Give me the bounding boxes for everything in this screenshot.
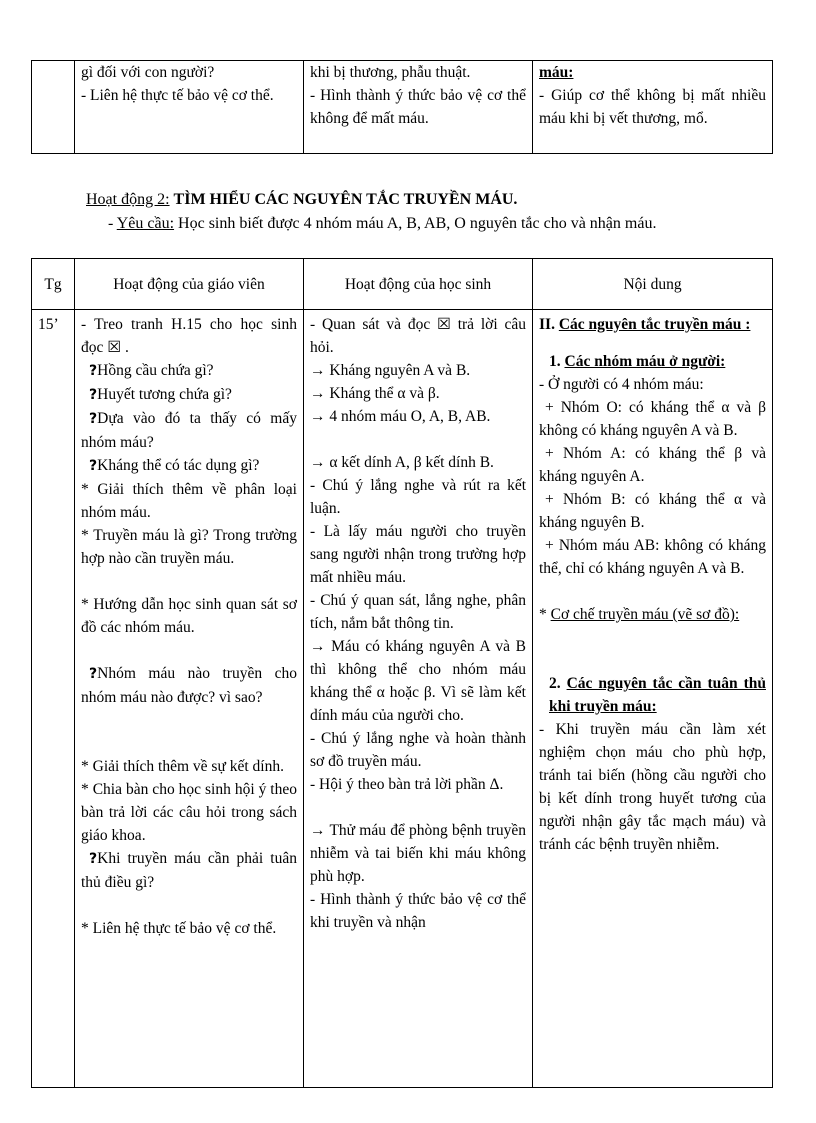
- text-line: → 4 nhóm máu O, A, B, AB.: [310, 408, 491, 425]
- time-cell: [32, 61, 75, 154]
- subheading-number: 1.: [549, 353, 561, 370]
- subheading-2: [539, 672, 766, 718]
- student-cell: [304, 61, 533, 154]
- text-line: + Nhóm O: có kháng thể α và β không có kháng nguyên A và B.: [539, 399, 766, 439]
- text-line: → α kết dính A, β kết dính B.: [310, 454, 494, 471]
- text-line: * Chia bàn cho học sinh hội ý theo bàn trả lời các câu hỏi trong sách giáo khoa.: [81, 781, 297, 844]
- text-line: - Ở người có 4 nhóm máu:: [539, 376, 704, 393]
- text-line: * Liên hệ thực tế bảo vệ cơ thể.: [81, 920, 277, 937]
- text-line: * Giải thích thêm về phân loại nhóm máu.: [81, 481, 297, 521]
- text-line: → Kháng thể α và β.: [310, 385, 440, 402]
- question-mark-icon: ?: [89, 666, 98, 682]
- subheading-1: [539, 350, 766, 373]
- text-line: * Hướng dẫn học sinh quan sát sơ đồ các nhóm máu.: [81, 596, 297, 636]
- text-line: - Quan sát và đọc ☒ trả lời câu hỏi.: [310, 316, 526, 356]
- mechanism-text: Cơ chế truyền máu (vẽ sơ đồ):: [550, 606, 740, 623]
- activity-label: Hoạt động 2:: [86, 191, 170, 208]
- teacher-cell: [75, 310, 304, 1088]
- section-requirement: [108, 212, 656, 235]
- text-line: - Hình thành ý thức bảo vệ cơ thể không để mất máu.: [310, 87, 526, 127]
- text-line: Dựa vào đó ta thấy có mấy nhóm máu?: [81, 410, 297, 451]
- question-mark-icon: ?: [89, 458, 98, 474]
- time-cell: 15’: [32, 310, 75, 1088]
- content-cell: [533, 61, 773, 154]
- question-mark-icon: ?: [89, 851, 98, 867]
- req-label: Yêu cầu:: [116, 215, 175, 232]
- text-line: - Khi truyền máu cần làm xét nghiệm chọn máu cho phù hợp, tránh tai biến (hồng cầu người cho bị kết dính trong huyết tương của người nhận gây tắc mạch máu) và tránh các bệnh truyền nhiễm.: [539, 721, 766, 853]
- text-line: Khi truyền máu cần phải tuân thủ điều gì?: [81, 850, 297, 891]
- subheading-text: Các nhóm máu ở người:: [564, 353, 726, 370]
- text-line: * Giải thích thêm về sự kết dính.: [81, 758, 284, 775]
- text-line: → Máu có kháng nguyên A và B thì không thể cho nhóm máu kháng thể α hoặc β. Vì sẽ làm kết dính máu của người cho.: [310, 638, 526, 724]
- text-line: * Truyền máu là gì? Trong trường hợp nào cần truyền máu.: [81, 527, 297, 567]
- text-line: Nhóm máu nào truyền cho nhóm máu nào được? vì sao?: [81, 665, 297, 706]
- content-title: máu:: [539, 64, 574, 81]
- content-heading: [539, 313, 766, 336]
- text-line: + Nhóm B: có kháng thể α và kháng nguyên B.: [539, 491, 766, 531]
- text-line: - Chú ý lắng nghe và hoàn thành sơ đồ truyền máu.: [310, 730, 526, 770]
- text-line: - Chú ý lắng nghe và rút ra kết luận.: [310, 477, 526, 517]
- header-row: [32, 259, 773, 310]
- text-line: - Là lấy máu người cho truyền sang người nhận trong trường hợp mất nhiều máu.: [310, 523, 526, 586]
- text-line: Huyết tương chứa gì?: [97, 386, 232, 403]
- teacher-cell: [75, 61, 304, 154]
- header-content: Nội dung: [533, 259, 773, 310]
- main-table: [31, 258, 773, 1088]
- text-line: - Chú ý quan sát, lắng nghe, phân tích, nắm bắt thông tin.: [310, 592, 526, 632]
- subheading-number: 2.: [549, 675, 561, 692]
- table-row: [32, 61, 773, 154]
- header-teacher: Hoạt động của giáo viên: [75, 259, 304, 310]
- continued-table: [31, 60, 773, 154]
- text-line: - Hình thành ý thức bảo vệ cơ thể khi truyền và nhận: [310, 891, 526, 931]
- dash: -: [108, 215, 117, 232]
- text-line: + Nhóm A: có kháng thể β và kháng nguyên A.: [539, 445, 766, 485]
- text-line: → Thử máu để phòng bệnh truyền nhiễm và tai biến khi máu không phù hợp.: [310, 822, 526, 885]
- text-line: Hồng cầu chứa gì?: [97, 362, 214, 379]
- star: *: [539, 606, 547, 623]
- text-line: - Hội ý theo bàn trả lời phần Δ.: [310, 776, 504, 793]
- section-title: [86, 188, 517, 211]
- subheading-text: Các nguyên tắc cần tuân thủ khi truyền máu:: [549, 675, 766, 715]
- text-line: khi bị thương, phẫu thuật.: [310, 64, 471, 81]
- question-mark-icon: ?: [89, 387, 98, 403]
- mechanism-note: [539, 603, 766, 626]
- question-mark-icon: ?: [89, 411, 98, 427]
- header-student: Hoạt động của học sinh: [304, 259, 533, 310]
- activity-title: TÌM HIỂU CÁC NGUYÊN TẮC TRUYỀN MÁU.: [173, 191, 518, 208]
- question-mark-icon: ?: [89, 363, 98, 379]
- text-line: - Liên hệ thực tế bảo vệ cơ thể.: [81, 87, 274, 104]
- text-line: → Kháng nguyên A và B.: [310, 362, 471, 379]
- table-row: [32, 310, 773, 1088]
- text-line: Kháng thể có tác dụng gì?: [97, 457, 260, 474]
- req-text: Học sinh biết được 4 nhóm máu A, B, AB, O nguyên tắc cho và nhận máu.: [178, 215, 657, 232]
- text-line: gì đối với con người?: [81, 64, 215, 81]
- text-line: + Nhóm máu AB: không có kháng thể, chỉ có kháng nguyên A và B.: [539, 537, 766, 577]
- heading-text: Các nguyên tắc truyền máu :: [558, 316, 751, 333]
- student-cell: [304, 310, 533, 1088]
- text-line: - Giúp cơ thể không bị mất nhiều máu khi bị vết thương, mổ.: [539, 87, 766, 127]
- content-cell: [533, 310, 773, 1088]
- header-time: Tg: [32, 259, 75, 310]
- heading-number: II.: [539, 316, 555, 333]
- text-line: - Treo tranh H.15 cho học sinh đọc ☒ .: [81, 316, 297, 356]
